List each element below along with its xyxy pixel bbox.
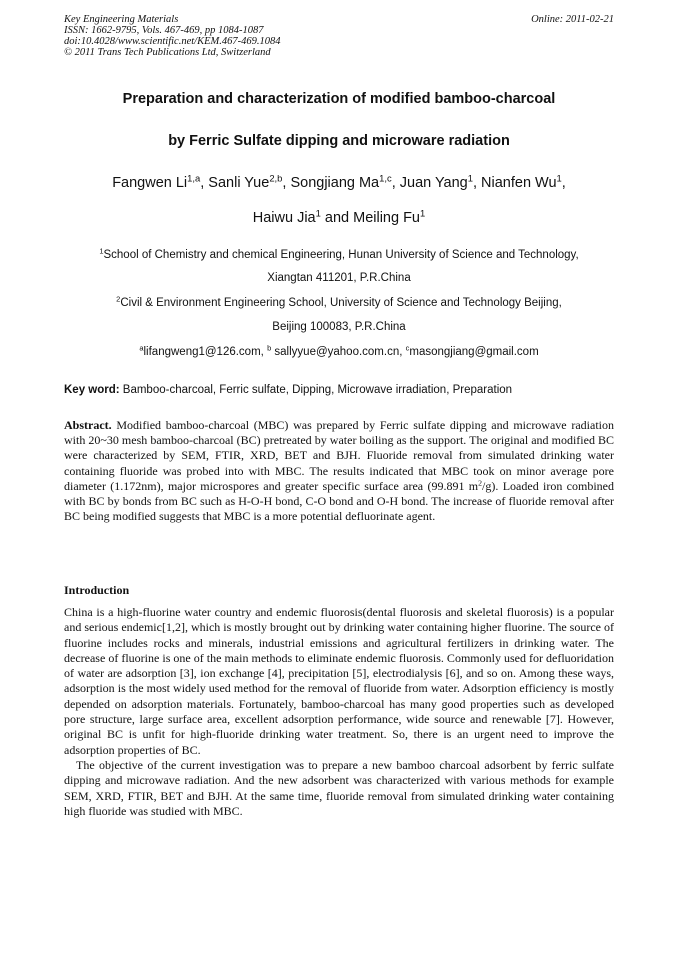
- affiliation-1-line-1: [0, 246, 678, 261]
- author-affil-sup: 2,b: [269, 172, 283, 184]
- author-separator: ,: [200, 175, 209, 191]
- author-affil-sup: 1,c: [379, 172, 392, 184]
- keywords-label: Key word:: [64, 384, 120, 396]
- email-sup: b: [267, 343, 272, 353]
- author-conjunction: and: [320, 210, 354, 226]
- author-separator: ,: [282, 175, 291, 191]
- abstract-text-continued: /g). Loaded iron combined with BC by bonds from BC such as H-O-H bond, C-O bond and O-H bond. The increase of fluoride removal after BC being modified suggests that MBC is a more potential defluorinate agent.: [64, 478, 614, 524]
- abstract: [64, 418, 614, 524]
- affiliation-text: School of Chemistry and chemical Engineering, Hunan University of Science and Technology,: [103, 249, 579, 261]
- affiliation-1-line-2: Xiangtan 411201, P.R.China: [267, 272, 411, 284]
- copyright-line: © 2011 Trans Tech Publications Ltd, Switzerland: [64, 47, 271, 58]
- author-affil-sup: 1: [467, 172, 473, 184]
- abstract-superscript: 2: [478, 478, 483, 488]
- journal-name: Key Engineering Materials: [64, 14, 179, 25]
- author-separator: ,: [472, 175, 482, 191]
- paragraph: The objective of the current investigation was to prepare a new bamboo charcoal adsorbent by ferric sulfate dipping and microwave radiation. And the new adsorbent was characterized with various methods for example SEM, XRD, FTIR, BET and BJH. At the same time, fluoride removal from simulated drinking water containing high fluoride was studied with MBC.: [64, 757, 614, 818]
- affiliation-2-line-2: Beijing 100083, P.R.China: [272, 321, 406, 333]
- author-affil-sup: 1: [556, 172, 562, 184]
- author-name: Nianfen Wu: [481, 175, 557, 191]
- paragraph: China is a high-fluorine water country and endemic fluorosis(dental fluorosis and skeletal fluorosis) is a popular and serious endemic[1,2], which is mostly brought out by drinking water containing higher fluorine. The source of fluorine includes rocks and minerals, industrial emissions and agricultural fertilizers in drinking water. The decrease of fluorine is one of the main methods to eliminate endemic fluorosis. Commonly used for defluoridation of water are adsorption [3], ion exchange [4], precipitation [5], electrodialysis [6], and so on. Among these ways, adsorption is the most widely used method for the removal of fluoride from water. Adsorption efficiency is mostly depended on adsorption materials. Fortunately, bamboo-charcoal has many good properties such as developed pore structure, large surface area, excellent adsorption performance, wide source and renewable [7]. However, original BC is unfit for high-fluoride drinking water treatment. So, there is an urgent need to improve the adsorption properties of BC.: [64, 605, 614, 757]
- affiliation-sup: 1: [99, 246, 104, 256]
- author-emails: [0, 343, 678, 358]
- author-separator: ,: [391, 175, 400, 191]
- email-sup: c: [405, 343, 410, 353]
- affiliation-2-line-1: [0, 294, 678, 309]
- author-list-line-2: [0, 207, 678, 226]
- affiliation-sup: 2: [116, 294, 121, 304]
- author-separator: ,: [561, 175, 566, 191]
- author-name: Sanli Yue: [208, 175, 270, 191]
- abstract-text: Modified bamboo-charcoal (MBC) was prepared by Ferric sulfate dipping and microwave radiation with 20~30 mesh bamboo-charcoal (BC) pretreated by water boiling as the support. The original and modified BC were characterized by SEM, FTIR, XRD, BET and BJH. Fluoride removal from simulated drinking water containing fluoride was probed into with MBC. The results indicated that MBC took on minor average pore diameter (1.172nm), major microspores and greater specific surface area (99.891 m: [64, 418, 614, 493]
- online-date: Online: 2011-02-21: [531, 14, 614, 25]
- paper-title-line-2: by Ferric Sulfate dipping and microware radiation: [168, 133, 510, 149]
- author-affil-sup: 1: [420, 207, 426, 219]
- author-name: Songjiang Ma: [290, 175, 380, 191]
- author-affil-sup: 1: [315, 207, 321, 219]
- author-name: Meiling Fu: [353, 210, 420, 226]
- author-name: Fangwen Li: [112, 175, 188, 191]
- author-list-line-1: [0, 172, 678, 191]
- email-address: lifangweng1@126.com,: [143, 346, 268, 358]
- email-address: masongjiang@gmail.com: [409, 346, 539, 358]
- doi-line: doi:10.4028/www.scientific.net/KEM.467-469.1084: [64, 36, 281, 47]
- paper-title-line-1: Preparation and characterization of modified bamboo-charcoal: [122, 91, 556, 107]
- author-name: Haiwu Jia: [252, 210, 316, 226]
- author-name: Juan Yang: [399, 175, 468, 191]
- author-affil-sup: 1,a: [187, 172, 201, 184]
- introduction-body: [64, 605, 614, 819]
- abstract-label: Abstract.: [64, 418, 112, 432]
- keywords-text: Bamboo-charcoal, Ferric sulfate, Dipping, Microwave irradiation, Preparation: [119, 384, 513, 396]
- section-heading-introduction: Introduction: [64, 583, 130, 597]
- keywords: [64, 384, 614, 396]
- issn-line: ISSN: 1662-9795, Vols. 467-469, pp 1084-1087: [64, 25, 264, 36]
- running-header: [64, 14, 614, 58]
- affiliation-text: Civil & Environment Engineering School, University of Science and Technology Beijing,: [120, 297, 562, 309]
- email-sup: a: [139, 343, 144, 353]
- email-address: sallyyue@yahoo.com.cn,: [271, 346, 406, 358]
